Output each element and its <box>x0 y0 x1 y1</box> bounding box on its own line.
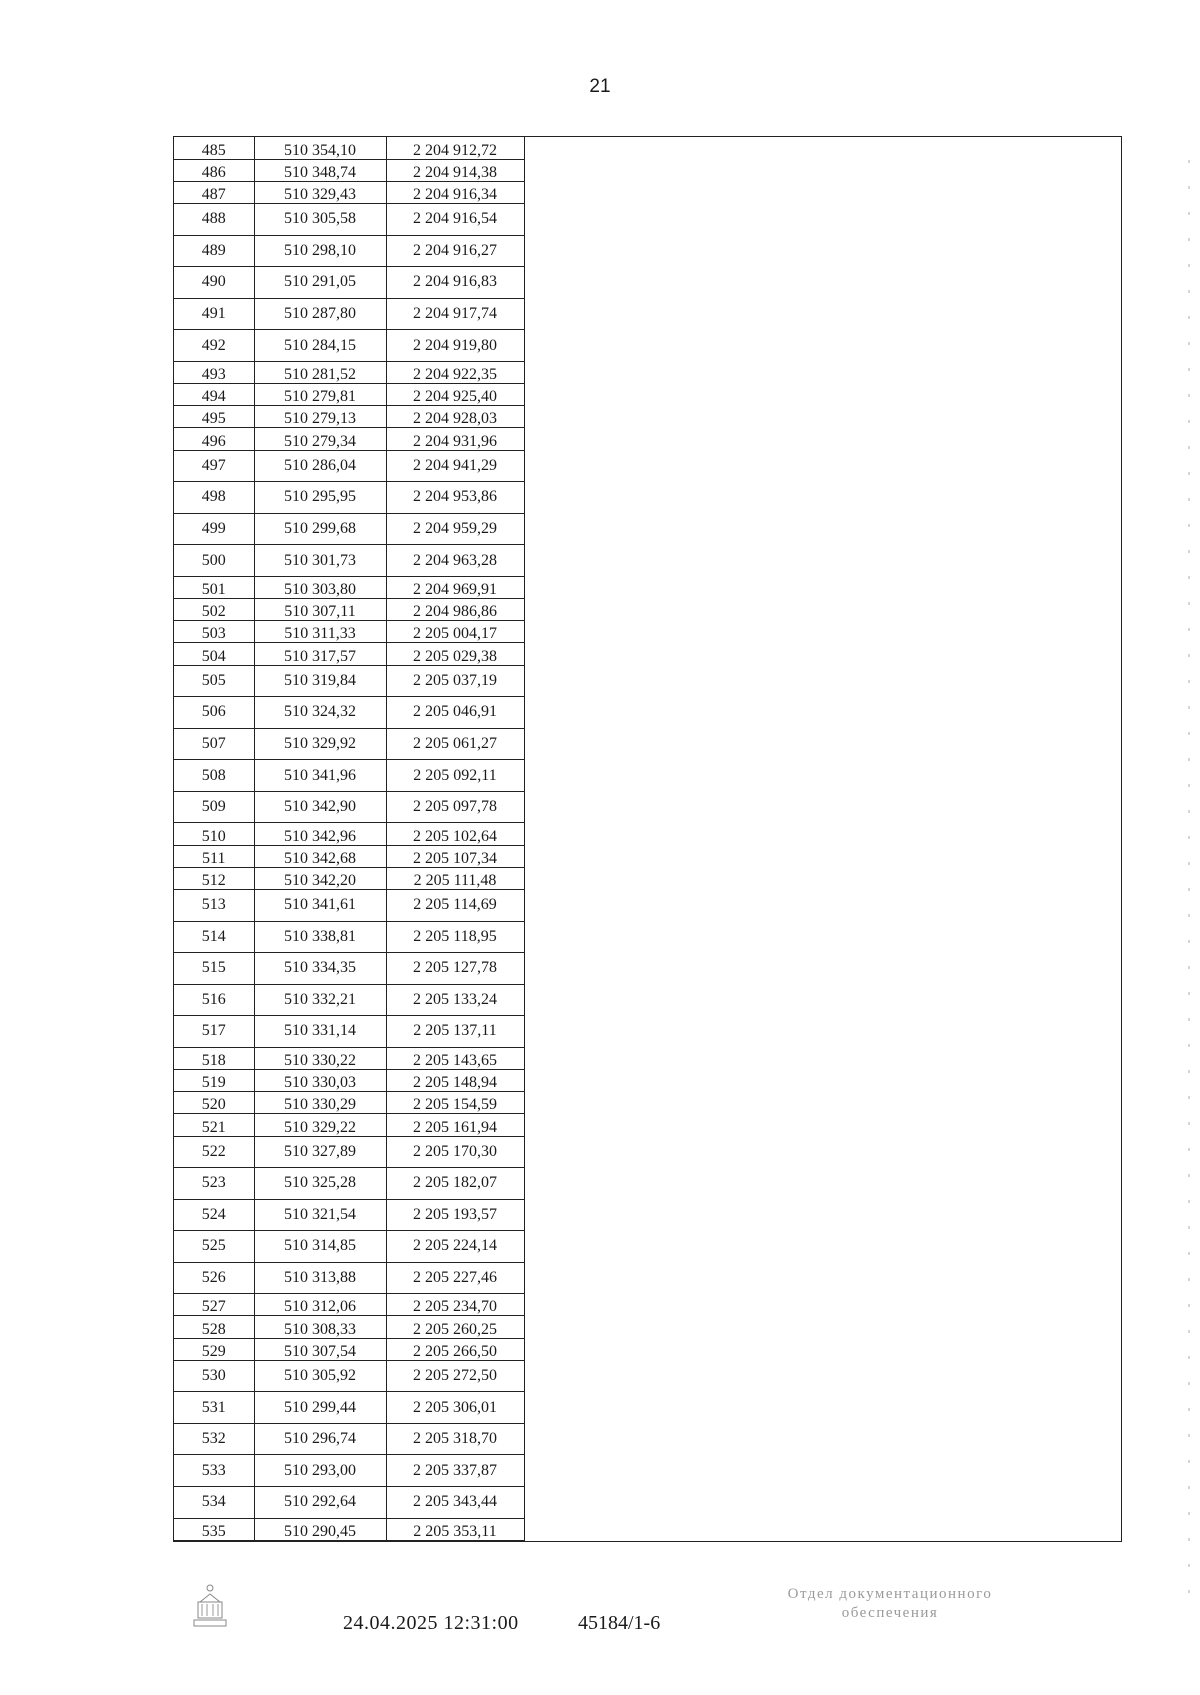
table-row <box>174 643 524 665</box>
point-number-cell: 490 <box>174 267 254 299</box>
y-coordinate-cell: 2 204 916,83 <box>386 267 524 299</box>
point-number-cell: 520 <box>174 1092 254 1114</box>
table-row <box>174 823 524 845</box>
point-number-cell: 517 <box>174 1016 254 1048</box>
x-coordinate-cell: 510 312,06 <box>254 1294 386 1316</box>
point-number-cell: 514 <box>174 921 254 953</box>
x-coordinate-cell: 510 329,43 <box>254 181 386 203</box>
point-number-cell: 533 <box>174 1455 254 1487</box>
table-row <box>174 1486 524 1518</box>
table-row <box>174 1092 524 1114</box>
point-number-cell: 523 <box>174 1168 254 1200</box>
y-coordinate-cell: 2 204 917,74 <box>386 298 524 330</box>
table-row <box>174 1294 524 1316</box>
x-coordinate-cell: 510 279,13 <box>254 406 386 428</box>
y-coordinate-cell: 2 205 266,50 <box>386 1338 524 1360</box>
point-number-cell: 486 <box>174 159 254 181</box>
y-coordinate-cell: 2 205 193,57 <box>386 1199 524 1231</box>
point-number-cell: 522 <box>174 1136 254 1168</box>
coordinates-table <box>174 137 525 1541</box>
point-number-cell: 518 <box>174 1047 254 1069</box>
y-coordinate-cell: 2 205 161,94 <box>386 1114 524 1136</box>
y-coordinate-cell: 2 205 046,91 <box>386 697 524 729</box>
y-coordinate-cell: 2 204 916,34 <box>386 181 524 203</box>
x-coordinate-cell: 510 303,80 <box>254 576 386 598</box>
table-row <box>174 984 524 1016</box>
x-coordinate-cell: 510 317,57 <box>254 643 386 665</box>
x-coordinate-cell: 510 342,96 <box>254 823 386 845</box>
y-coordinate-cell: 2 204 959,29 <box>386 513 524 545</box>
coordinates-table-body <box>174 137 524 1541</box>
y-coordinate-cell: 2 205 260,25 <box>386 1316 524 1338</box>
x-coordinate-cell: 510 279,81 <box>254 384 386 406</box>
x-coordinate-cell: 510 305,58 <box>254 204 386 236</box>
y-coordinate-cell: 2 205 111,48 <box>386 867 524 889</box>
x-coordinate-cell: 510 342,68 <box>254 845 386 867</box>
y-coordinate-cell: 2 205 318,70 <box>386 1423 524 1455</box>
y-coordinate-cell: 2 204 963,28 <box>386 545 524 577</box>
point-number-cell: 513 <box>174 890 254 922</box>
table-row <box>174 728 524 760</box>
point-number-cell: 509 <box>174 791 254 823</box>
point-number-cell: 497 <box>174 450 254 482</box>
y-coordinate-cell: 2 205 107,34 <box>386 845 524 867</box>
table-row <box>174 482 524 514</box>
table-row <box>174 1316 524 1338</box>
point-number-cell: 515 <box>174 953 254 985</box>
point-number-cell: 496 <box>174 428 254 450</box>
point-number-cell: 511 <box>174 845 254 867</box>
y-coordinate-cell: 2 205 127,78 <box>386 953 524 985</box>
x-coordinate-cell: 510 319,84 <box>254 665 386 697</box>
y-coordinate-cell: 2 204 912,72 <box>386 137 524 159</box>
table-row <box>174 1136 524 1168</box>
point-number-cell: 499 <box>174 513 254 545</box>
emblem-logo <box>188 1582 232 1632</box>
point-number-cell: 527 <box>174 1294 254 1316</box>
y-coordinate-cell: 2 205 097,78 <box>386 791 524 823</box>
table-row <box>174 890 524 922</box>
table-row <box>174 361 524 383</box>
point-number-cell: 529 <box>174 1338 254 1360</box>
x-coordinate-cell: 510 332,21 <box>254 984 386 1016</box>
table-row <box>174 621 524 643</box>
table-row <box>174 760 524 792</box>
x-coordinate-cell: 510 313,88 <box>254 1262 386 1294</box>
x-coordinate-cell: 510 354,10 <box>254 137 386 159</box>
table-row <box>174 921 524 953</box>
y-coordinate-cell: 2 204 919,80 <box>386 330 524 362</box>
y-coordinate-cell: 2 205 092,11 <box>386 760 524 792</box>
x-coordinate-cell: 510 293,00 <box>254 1455 386 1487</box>
table-row <box>174 953 524 985</box>
table-row <box>174 384 524 406</box>
x-coordinate-cell: 510 311,33 <box>254 621 386 643</box>
table-row <box>174 545 524 577</box>
table-row <box>174 1360 524 1392</box>
x-coordinate-cell: 510 324,32 <box>254 697 386 729</box>
x-coordinate-cell: 510 341,61 <box>254 890 386 922</box>
x-coordinate-cell: 510 295,95 <box>254 482 386 514</box>
x-coordinate-cell: 510 290,45 <box>254 1518 386 1541</box>
table-row <box>174 1016 524 1048</box>
table-row <box>174 181 524 203</box>
table-row <box>174 235 524 267</box>
point-number-cell: 504 <box>174 643 254 665</box>
y-coordinate-cell: 2 204 925,40 <box>386 384 524 406</box>
point-number-cell: 524 <box>174 1199 254 1231</box>
table-row <box>174 137 524 159</box>
point-number-cell: 503 <box>174 621 254 643</box>
table-row <box>174 697 524 729</box>
point-number-cell: 494 <box>174 384 254 406</box>
point-number-cell: 535 <box>174 1518 254 1541</box>
x-coordinate-cell: 510 291,05 <box>254 267 386 299</box>
table-row <box>174 1199 524 1231</box>
footer-document-number: 45184/1-6 <box>578 1612 661 1634</box>
table-row <box>174 1114 524 1136</box>
point-number-cell: 492 <box>174 330 254 362</box>
y-coordinate-cell: 2 204 931,96 <box>386 428 524 450</box>
x-coordinate-cell: 510 305,92 <box>254 1360 386 1392</box>
point-number-cell: 534 <box>174 1486 254 1518</box>
table-row <box>174 845 524 867</box>
table-row <box>174 513 524 545</box>
table-row <box>174 1455 524 1487</box>
x-coordinate-cell: 510 341,96 <box>254 760 386 792</box>
table-row <box>174 406 524 428</box>
x-coordinate-cell: 510 330,29 <box>254 1092 386 1114</box>
footer-datetime: 24.04.2025 12:31:00 <box>343 1612 519 1634</box>
y-coordinate-cell: 2 205 353,11 <box>386 1518 524 1541</box>
table-row <box>174 867 524 889</box>
y-coordinate-cell: 2 205 182,07 <box>386 1168 524 1200</box>
blank-column <box>525 137 1122 1541</box>
y-coordinate-cell: 2 204 969,91 <box>386 576 524 598</box>
x-coordinate-cell: 510 314,85 <box>254 1231 386 1263</box>
x-coordinate-cell: 510 281,52 <box>254 361 386 383</box>
point-number-cell: 531 <box>174 1392 254 1424</box>
y-coordinate-cell: 2 205 272,50 <box>386 1360 524 1392</box>
table-row <box>174 1168 524 1200</box>
table-row <box>174 1069 524 1091</box>
point-number-cell: 489 <box>174 235 254 267</box>
point-number-cell: 532 <box>174 1423 254 1455</box>
x-coordinate-cell: 510 307,54 <box>254 1338 386 1360</box>
table-row <box>174 599 524 621</box>
table-row <box>174 204 524 236</box>
point-number-cell: 525 <box>174 1231 254 1263</box>
point-number-cell: 502 <box>174 599 254 621</box>
x-coordinate-cell: 510 292,64 <box>254 1486 386 1518</box>
x-coordinate-cell: 510 330,03 <box>254 1069 386 1091</box>
stamp-line-1: Отдел документационного <box>787 1586 993 1602</box>
y-coordinate-cell: 2 205 170,30 <box>386 1136 524 1168</box>
point-number-cell: 498 <box>174 482 254 514</box>
y-coordinate-cell: 2 204 916,27 <box>386 235 524 267</box>
y-coordinate-cell: 2 204 986,86 <box>386 599 524 621</box>
y-coordinate-cell: 2 205 224,14 <box>386 1231 524 1263</box>
point-number-cell: 491 <box>174 298 254 330</box>
x-coordinate-cell: 510 327,89 <box>254 1136 386 1168</box>
y-coordinate-cell: 2 205 337,87 <box>386 1455 524 1487</box>
x-coordinate-cell: 510 286,04 <box>254 450 386 482</box>
y-coordinate-cell: 2 205 118,95 <box>386 921 524 953</box>
table-row <box>174 428 524 450</box>
y-coordinate-cell: 2 205 234,70 <box>386 1294 524 1316</box>
stamp-line-2: обеспечения <box>841 1604 939 1621</box>
point-number-cell: 485 <box>174 137 254 159</box>
x-coordinate-cell: 510 329,22 <box>254 1114 386 1136</box>
y-coordinate-cell: 2 205 133,24 <box>386 984 524 1016</box>
point-number-cell: 508 <box>174 760 254 792</box>
table-row <box>174 1231 524 1263</box>
x-coordinate-cell: 510 329,92 <box>254 728 386 760</box>
x-coordinate-cell: 510 298,10 <box>254 235 386 267</box>
table-row <box>174 267 524 299</box>
department-stamp <box>740 1585 1040 1623</box>
y-coordinate-cell: 2 205 227,46 <box>386 1262 524 1294</box>
table-row <box>174 159 524 181</box>
table-row <box>174 1047 524 1069</box>
table-row <box>174 330 524 362</box>
point-number-cell: 501 <box>174 576 254 598</box>
point-number-cell: 519 <box>174 1069 254 1091</box>
x-coordinate-cell: 510 284,15 <box>254 330 386 362</box>
x-coordinate-cell: 510 307,11 <box>254 599 386 621</box>
x-coordinate-cell: 510 338,81 <box>254 921 386 953</box>
y-coordinate-cell: 2 205 343,44 <box>386 1486 524 1518</box>
x-coordinate-cell: 510 296,74 <box>254 1423 386 1455</box>
x-coordinate-cell: 510 330,22 <box>254 1047 386 1069</box>
point-number-cell: 493 <box>174 361 254 383</box>
point-number-cell: 488 <box>174 204 254 236</box>
point-number-cell: 516 <box>174 984 254 1016</box>
point-number-cell: 506 <box>174 697 254 729</box>
table-row <box>174 1392 524 1424</box>
x-coordinate-cell: 510 287,80 <box>254 298 386 330</box>
x-coordinate-cell: 510 321,54 <box>254 1199 386 1231</box>
y-coordinate-cell: 2 204 914,38 <box>386 159 524 181</box>
y-coordinate-cell: 2 204 922,35 <box>386 361 524 383</box>
x-coordinate-cell: 510 342,20 <box>254 867 386 889</box>
y-coordinate-cell: 2 204 953,86 <box>386 482 524 514</box>
x-coordinate-cell: 510 308,33 <box>254 1316 386 1338</box>
point-number-cell: 512 <box>174 867 254 889</box>
table-row <box>174 298 524 330</box>
point-number-cell: 500 <box>174 545 254 577</box>
point-number-cell: 526 <box>174 1262 254 1294</box>
y-coordinate-cell: 2 205 143,65 <box>386 1047 524 1069</box>
table-row <box>174 1262 524 1294</box>
y-coordinate-cell: 2 204 941,29 <box>386 450 524 482</box>
x-coordinate-cell: 510 348,74 <box>254 159 386 181</box>
y-coordinate-cell: 2 205 114,69 <box>386 890 524 922</box>
table-row <box>174 1338 524 1360</box>
y-coordinate-cell: 2 205 148,94 <box>386 1069 524 1091</box>
x-coordinate-cell: 510 299,44 <box>254 1392 386 1424</box>
y-coordinate-cell: 2 205 137,11 <box>386 1016 524 1048</box>
page-number: 21 <box>589 76 611 97</box>
scan-margin-marks <box>1188 160 1190 1610</box>
x-coordinate-cell: 510 279,34 <box>254 428 386 450</box>
y-coordinate-cell: 2 205 037,19 <box>386 665 524 697</box>
coordinates-frame <box>173 136 1122 1542</box>
x-coordinate-cell: 510 342,90 <box>254 791 386 823</box>
x-coordinate-cell: 510 331,14 <box>254 1016 386 1048</box>
y-coordinate-cell: 2 205 102,64 <box>386 823 524 845</box>
table-row <box>174 1423 524 1455</box>
point-number-cell: 507 <box>174 728 254 760</box>
table-row <box>174 791 524 823</box>
x-coordinate-cell: 510 325,28 <box>254 1168 386 1200</box>
table-row <box>174 450 524 482</box>
point-number-cell: 510 <box>174 823 254 845</box>
point-number-cell: 530 <box>174 1360 254 1392</box>
point-number-cell: 528 <box>174 1316 254 1338</box>
x-coordinate-cell: 510 334,35 <box>254 953 386 985</box>
table-row <box>174 576 524 598</box>
x-coordinate-cell: 510 301,73 <box>254 545 386 577</box>
y-coordinate-cell: 2 204 928,03 <box>386 406 524 428</box>
x-coordinate-cell: 510 299,68 <box>254 513 386 545</box>
point-number-cell: 505 <box>174 665 254 697</box>
y-coordinate-cell: 2 205 306,01 <box>386 1392 524 1424</box>
point-number-cell: 487 <box>174 181 254 203</box>
y-coordinate-cell: 2 205 004,17 <box>386 621 524 643</box>
point-number-cell: 495 <box>174 406 254 428</box>
y-coordinate-cell: 2 204 916,54 <box>386 204 524 236</box>
table-row <box>174 1518 524 1541</box>
y-coordinate-cell: 2 205 061,27 <box>386 728 524 760</box>
y-coordinate-cell: 2 205 154,59 <box>386 1092 524 1114</box>
y-coordinate-cell: 2 205 029,38 <box>386 643 524 665</box>
point-number-cell: 521 <box>174 1114 254 1136</box>
table-row <box>174 665 524 697</box>
